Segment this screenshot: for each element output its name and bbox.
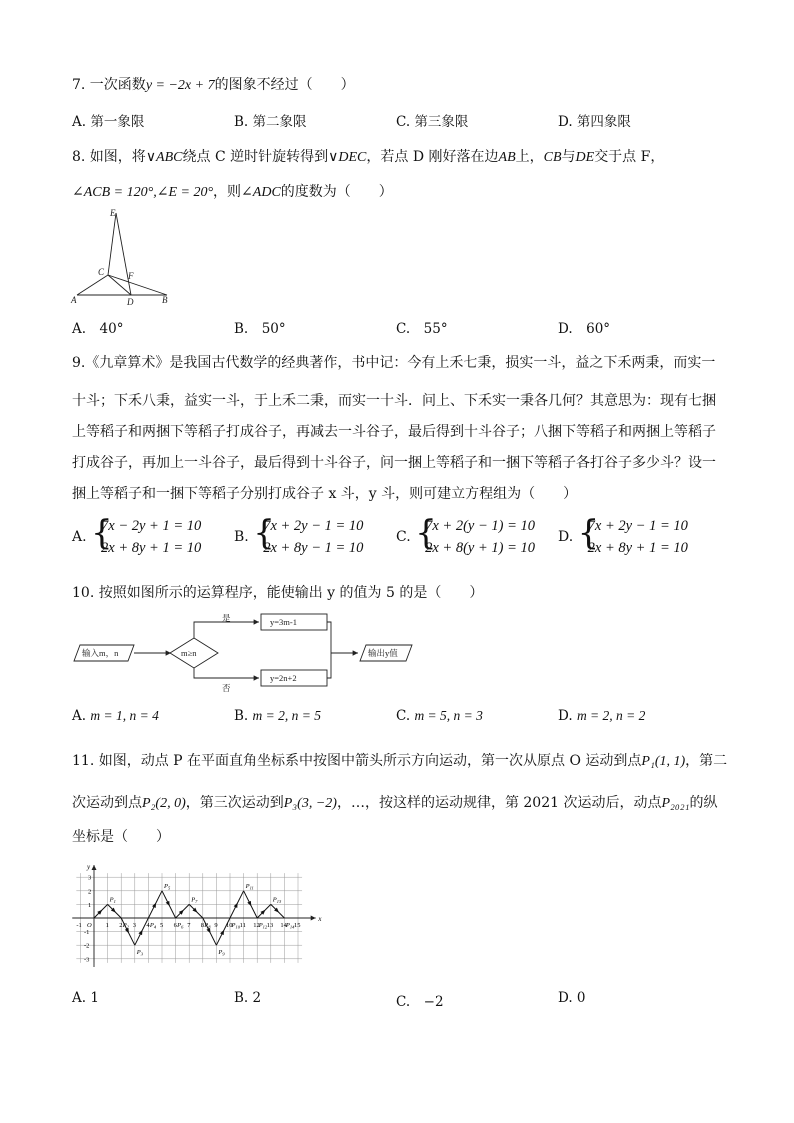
y-tick-label: 2 [88, 888, 92, 896]
q11-stem-line1 [72, 750, 727, 770]
direction-arrow-icon [152, 902, 158, 908]
x-tick-label: 8 [200, 922, 205, 929]
point-label-p7: $P_7$ [191, 896, 198, 904]
q8-text-b: 绕点 C 逆时针旋转得到 [182, 149, 329, 165]
q9-option-d[interactable] [558, 515, 688, 559]
q8-seg-de: DE [575, 150, 595, 165]
q10-stem: 10. 按照如图所示的运算程序，能使输出 y 的值为 5 的是（ ） [72, 585, 484, 601]
q11-option-d[interactable]: D. 0 [558, 990, 586, 1006]
point-label-p11: $P_{11}$ [245, 882, 254, 891]
q9-option-d-label: D. [558, 529, 574, 545]
point-label-p12: $P_{12}$ [258, 922, 268, 930]
equation: 2x + 8y − 1 = 10 [263, 540, 364, 556]
q10-option-d[interactable] [558, 708, 645, 724]
q9-line-1: 9.《九章算术》是我国古代数学的经典著作，书中记：今有上禾七秉，损实一斗，益之下禾两秉，而实一 [72, 355, 716, 371]
x-tick-label: 13 [266, 922, 274, 929]
q10-flowchart [72, 612, 422, 694]
y-tick-label: -3 [84, 956, 90, 964]
x-tick-label: -1 [76, 922, 82, 929]
x-tick-label: 12 [253, 922, 260, 929]
q7-option-d[interactable]: D. 第四象限 [558, 114, 631, 130]
x-tick-label: 3 [132, 922, 137, 929]
q11-coordinate-graph [68, 856, 320, 970]
q9-option-a[interactable] [72, 515, 201, 559]
q8-given-angles: ∠ACB = 120°,∠E = 20° [72, 185, 214, 200]
q10-option-b-label: B. [234, 708, 249, 724]
x-axis-label: x [318, 915, 322, 923]
x-tick-label: 7 [187, 922, 191, 929]
q11-point-p2021: P₂₀₂₁ [661, 796, 690, 811]
q8-label-d: D [127, 297, 134, 307]
equation: 2x + 8y + 1 = 10 [587, 540, 688, 556]
flow-no-formula: y=2n+2 [270, 673, 297, 683]
q9-option-c-system [415, 515, 535, 559]
brace-icon: { [253, 513, 275, 553]
q11-stem-line2 [72, 792, 718, 812]
x-tick-label: 2 [119, 922, 123, 929]
q8-stem-line1 [72, 146, 664, 166]
q9-option-c[interactable] [396, 515, 535, 559]
flow-no-label: 否 [222, 683, 231, 693]
brace-icon: { [577, 513, 600, 553]
equation: 2x + 8(y + 1) = 10 [425, 540, 536, 556]
q8-option-b[interactable]: B. 50° [234, 321, 286, 337]
q9-option-a-label: A. [72, 529, 87, 545]
q7-option-b[interactable]: B. 第二象限 [234, 114, 307, 130]
q10-option-a-label: A. [72, 708, 87, 724]
x-tick-label: 6 [173, 922, 177, 929]
q10-option-c-math: m = 5, n = 3 [414, 708, 483, 723]
q8-triangle-abc: ∨ABC [145, 150, 183, 165]
direction-arrow-icon [234, 902, 240, 908]
q8-option-d[interactable]: D. 60° [558, 321, 611, 337]
q10-option-a-math: m = 1, n = 4 [90, 708, 159, 723]
q11-text-d: ，第三次运动到 [185, 795, 284, 811]
x-tick-label: 11 [239, 922, 246, 929]
q8-text-g: ，则 [213, 184, 242, 200]
point-label-p5: $P_5$ [164, 882, 171, 891]
q7-function: y = −2x + 7 [145, 78, 215, 93]
x-tick-label: 4 [146, 922, 150, 929]
x-axis-arrow-icon [311, 916, 316, 921]
q8-label-e: E [110, 208, 116, 218]
q10-option-d-label: D. [558, 708, 573, 724]
q8-text-a: 8. 如图，将 [72, 149, 146, 165]
q9-line-4: 打成谷子，再加上一斗谷子，最后得到十斗谷子，问一捆上等稻子和一捆下等稻子各打谷子多少斗？设一 [72, 455, 716, 471]
equation: 2x + 8y + 1 = 10 [101, 540, 202, 556]
x-tick-label: 15 [294, 922, 301, 929]
point-label-p2: $P_2$ [122, 922, 129, 930]
q8-label-f: F [128, 271, 134, 281]
direction-arrow-icon [138, 929, 144, 935]
q11-text-c: 次运动到点 [72, 795, 142, 811]
q10-option-c-label: C. [396, 708, 411, 724]
q8-text-e: 与 [561, 149, 576, 165]
q11-point-p3: P₃(3, −2) [283, 796, 337, 811]
q11-text-f: 的纵 [689, 795, 718, 811]
q11-option-a[interactable]: A. 1 [72, 990, 99, 1006]
point-label-p13: $P_{13}$ [272, 896, 282, 904]
q11-text-a: 11. 如图，动点 P 在平面直角坐标系中按图中箭头所示方向运动，第一次从原点 O 运动到点 [72, 753, 642, 769]
point-label-p8: $P_8$ [204, 922, 211, 930]
q8-seg-cb: CB [543, 150, 562, 165]
q8-text-f: 交于点 F， [594, 149, 665, 165]
q7-option-a[interactable]: A. 第一象限 [72, 114, 145, 130]
q8-label-c: C [98, 267, 105, 277]
point-label-p14: $P_{14}$ [285, 922, 295, 930]
q8-stem-line2 [72, 181, 393, 201]
q9-option-b[interactable] [234, 515, 363, 559]
point-label-p3: $P_3$ [136, 949, 144, 957]
q7-stem-tail: 的图象不经过（ ） [214, 77, 355, 93]
q9-option-c-label: C. [396, 529, 411, 545]
point-label-p1: $P_1$ [109, 896, 116, 904]
q8-angle-adc: ∠ADC [241, 185, 281, 200]
direction-arrow-icon [247, 901, 253, 907]
y-tick-label: 3 [88, 874, 92, 882]
q11-text-b: ，第二 [685, 753, 728, 769]
direction-arrow-icon [166, 901, 172, 907]
q11-stem-line3: 坐标是（ ） [72, 829, 170, 845]
equation: 7x + 2y − 1 = 10 [263, 518, 364, 534]
y-tick-label: -2 [84, 942, 90, 950]
q8-text-h: 的度数为（ ） [280, 184, 393, 200]
flow-yes-label: 是 [222, 613, 231, 623]
q9-option-b-system [253, 515, 363, 559]
q11-point-p2: P₂(2, 0) [142, 796, 186, 811]
q7-option-c[interactable]: C. 第三象限 [396, 114, 469, 130]
q10-option-d-math: m = 2, n = 2 [576, 708, 646, 723]
equation: 7x + 2(y − 1) = 10 [425, 518, 536, 534]
x-tick-label: 14 [280, 922, 287, 929]
q10-option-c[interactable] [396, 708, 483, 724]
q9-option-a-system [91, 515, 201, 559]
q8-text-d: 上， [515, 149, 544, 165]
brace-icon: { [415, 513, 437, 553]
point-label-p4: $P_4$ [149, 922, 157, 930]
q9-option-b-label: B. [234, 529, 249, 545]
q9-line-3: 上等稻子和两捆下等稻子打成谷子，再减去一斗谷子，最后得到十斗谷子；八捆下等稻子和两捆上等稻子 [72, 424, 716, 440]
q8-label-b: B [162, 295, 168, 305]
x-tick-label: 9 [214, 922, 218, 929]
equation: 7x − 2y + 1 = 10 [101, 518, 202, 534]
origin-label: O [87, 922, 92, 929]
q11-option-b[interactable]: B. 2 [234, 990, 262, 1006]
y-axis-label: y [87, 862, 91, 871]
point-label-p9: $P_9$ [218, 949, 225, 957]
q11-option-c[interactable]: C. −2 [396, 994, 444, 1010]
point-label-p6: $P_6$ [177, 922, 184, 930]
q9-option-d-system [578, 515, 688, 559]
q8-triangle-dec: ∨DEC [328, 150, 367, 165]
x-tick-label: 1 [105, 922, 109, 929]
q8-text-c: ，若点 D 刚好落在边 [366, 149, 499, 165]
brace-icon: { [91, 513, 113, 553]
q8-figure [70, 205, 180, 305]
q11-point-p1: P₁(1, 1) [641, 754, 686, 769]
q11-text-e: ，…，按这样的运动规律，第 2021 次运动后，动点 [336, 795, 662, 811]
x-tick-label: 5 [160, 922, 164, 929]
q10-option-b[interactable] [234, 708, 321, 724]
flow-input-label: 输入m，n [82, 648, 119, 658]
flow-output-label: 输出y值 [368, 648, 398, 658]
q7-stem-text: 7. 一次函数 [72, 77, 146, 93]
q10-option-b-math: m = 2, n = 5 [252, 708, 321, 723]
q7-stem [72, 74, 355, 94]
q10-option-a[interactable] [72, 708, 159, 724]
direction-arrow-icon [220, 929, 226, 935]
q8-seg-ab: AB [498, 150, 516, 165]
q9-line-2: 十斗；下禾八秉，益实一斗，于上禾二秉，而实一十斗．问上、下禾实一秉各几何？其意思为：现有七捆 [72, 393, 716, 409]
point-label-p10: $P_{10}$ [231, 922, 240, 930]
q9-line-5: 捆上等稻子和一捆下等稻子分别打成谷子 x 斗，y 斗，则可建立方程组为（ ） [72, 486, 578, 502]
q8-label-a: A [71, 295, 77, 305]
flow-condition-label: m≥n [181, 648, 197, 658]
y-tick-label: -1 [84, 929, 90, 937]
y-axis-arrow-icon [92, 865, 97, 870]
flow-yes-formula: y=3m-1 [270, 617, 297, 627]
equation: 7x + 2y − 1 = 10 [587, 518, 688, 534]
q8-option-a[interactable]: A. 40° [72, 321, 124, 337]
x-tick-label: 10 [226, 922, 233, 929]
y-tick-label: 1 [88, 901, 92, 909]
q8-option-c[interactable]: C. 55° [396, 321, 448, 337]
